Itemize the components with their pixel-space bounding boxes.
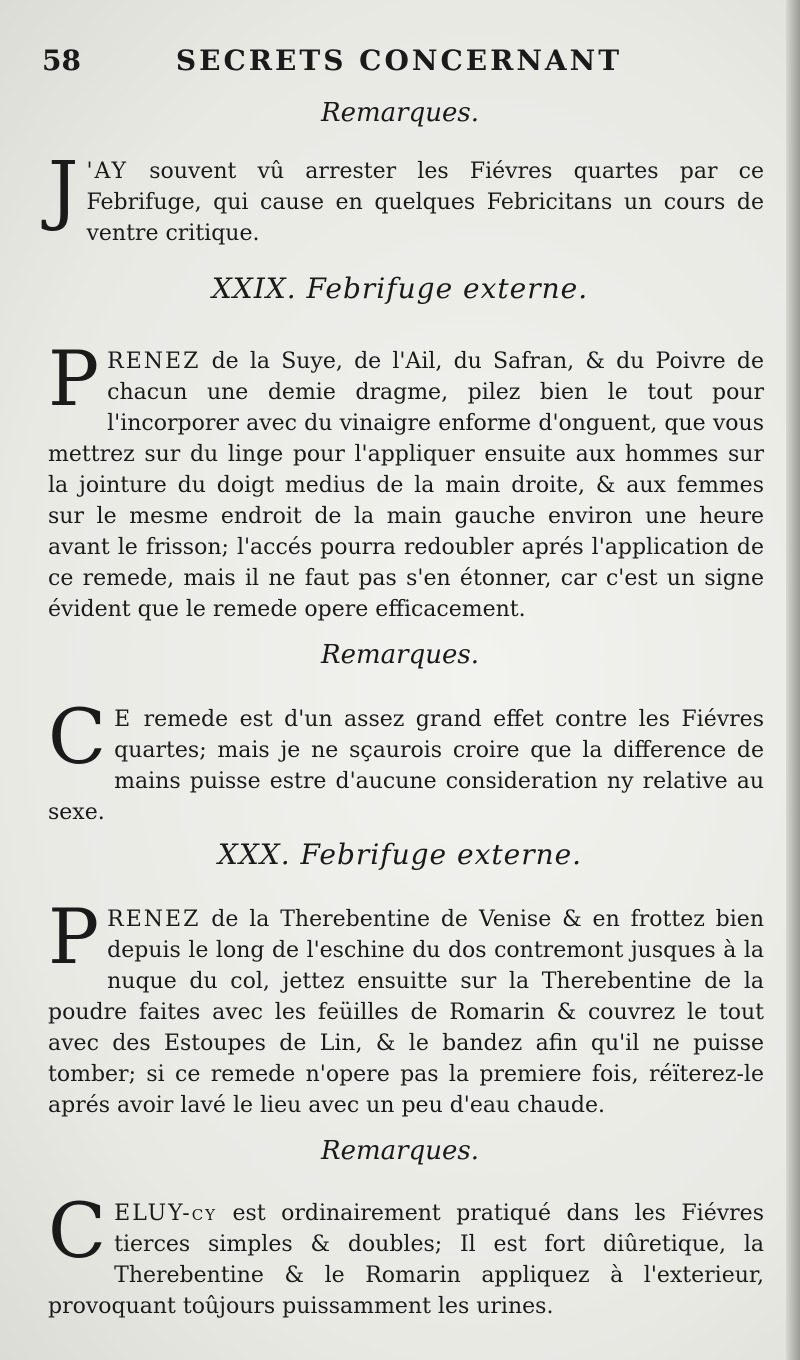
page-number: 58	[42, 44, 81, 77]
paragraph-body: est ordinairement pratiqué dans les Fiévres tierces simples & doubles; Il est fort diûretique, la Therebentine & le Romarin appliquez à l'exterieur, provoquant toûjours puissamment les urines.	[48, 1201, 764, 1319]
recipe-paragraph	[48, 334, 764, 625]
paragraph-text	[48, 1186, 764, 1322]
paragraph-body: de la Suye, de l'Ail, du Safran, & du Poivre de chacun une demie dragme, pilez bien le tout pour l'incorporer avec du vinaigre enforme d'onguent, que vous mettrez sur du linge pour l'appliquer ensuite aux hommes sur la jointure du doigt medius de la main droite, & aux femmes sur le mesme endroit de la main gauche environ une heure avant le frisson; l'accés pourra redoubler aprés l'application de ce remede, mais il ne faut pas s'en étonner, car c'est un signe évident que le remede opere efficacement.	[48, 349, 764, 622]
recipe-title: XXIX. Febrifuge externe.	[211, 272, 589, 305]
paragraph-opening-caps: ELUY-cy	[114, 1201, 218, 1226]
drop-cap: J	[48, 144, 79, 233]
remark-paragraph	[48, 144, 764, 249]
paragraph-opening-caps: E	[114, 707, 133, 732]
paragraph-text	[48, 892, 764, 1121]
drop-cap: C	[48, 692, 107, 781]
recipe-paragraph	[48, 892, 764, 1121]
paragraph-body: de la Therebentine de Venise & en frottez bien depuis le long de l'eschine du dos contremont jusques à la nuque du col, jettez ensuitte sur la Therebentine de la poudre faites avec les feüilles de Romarin & couvrez le tout avec des Estoupes de Lin, & le bandez afin qu'il ne puisse tomber; si ce remede n'opere pas la premiere fois, réïterez-le aprés avoir lavé le lieu avec un peu d'eau chaude.	[48, 907, 764, 1118]
section-subhead: Remarques.	[321, 1136, 479, 1166]
paragraph-body: souvent vû arrester les Fiévres quartes par ce Febrifuge, qui cause en quelques Febricitans un cours de ventre critique.	[86, 159, 764, 246]
drop-cap: P	[48, 334, 100, 423]
remark-paragraph	[48, 1186, 764, 1322]
recipe-title: XXX. Febrifuge externe.	[217, 838, 583, 871]
paragraph-opening-caps: 'AY	[86, 159, 129, 184]
paragraph-opening-caps: RENEZ	[107, 907, 201, 932]
paragraph-opening-caps: RENEZ	[107, 349, 201, 374]
section-subhead: Remarques.	[321, 98, 479, 128]
paragraph-text	[48, 692, 764, 828]
remark-paragraph	[48, 692, 764, 828]
running-head: SECRETS CONCERNANT	[175, 44, 623, 77]
paragraph-text	[48, 334, 764, 625]
paragraph-body: remede est d'un assez grand effet contre les Fiévres quartes; mais je ne sçaurois croire que la difference de mains puisse estre d'aucune consideration ny relative au sexe.	[48, 707, 764, 825]
paragraph-text	[48, 144, 764, 249]
page-header	[38, 40, 760, 80]
drop-cap: C	[48, 1186, 107, 1275]
drop-cap: P	[48, 892, 100, 981]
section-subhead: Remarques.	[321, 640, 479, 670]
